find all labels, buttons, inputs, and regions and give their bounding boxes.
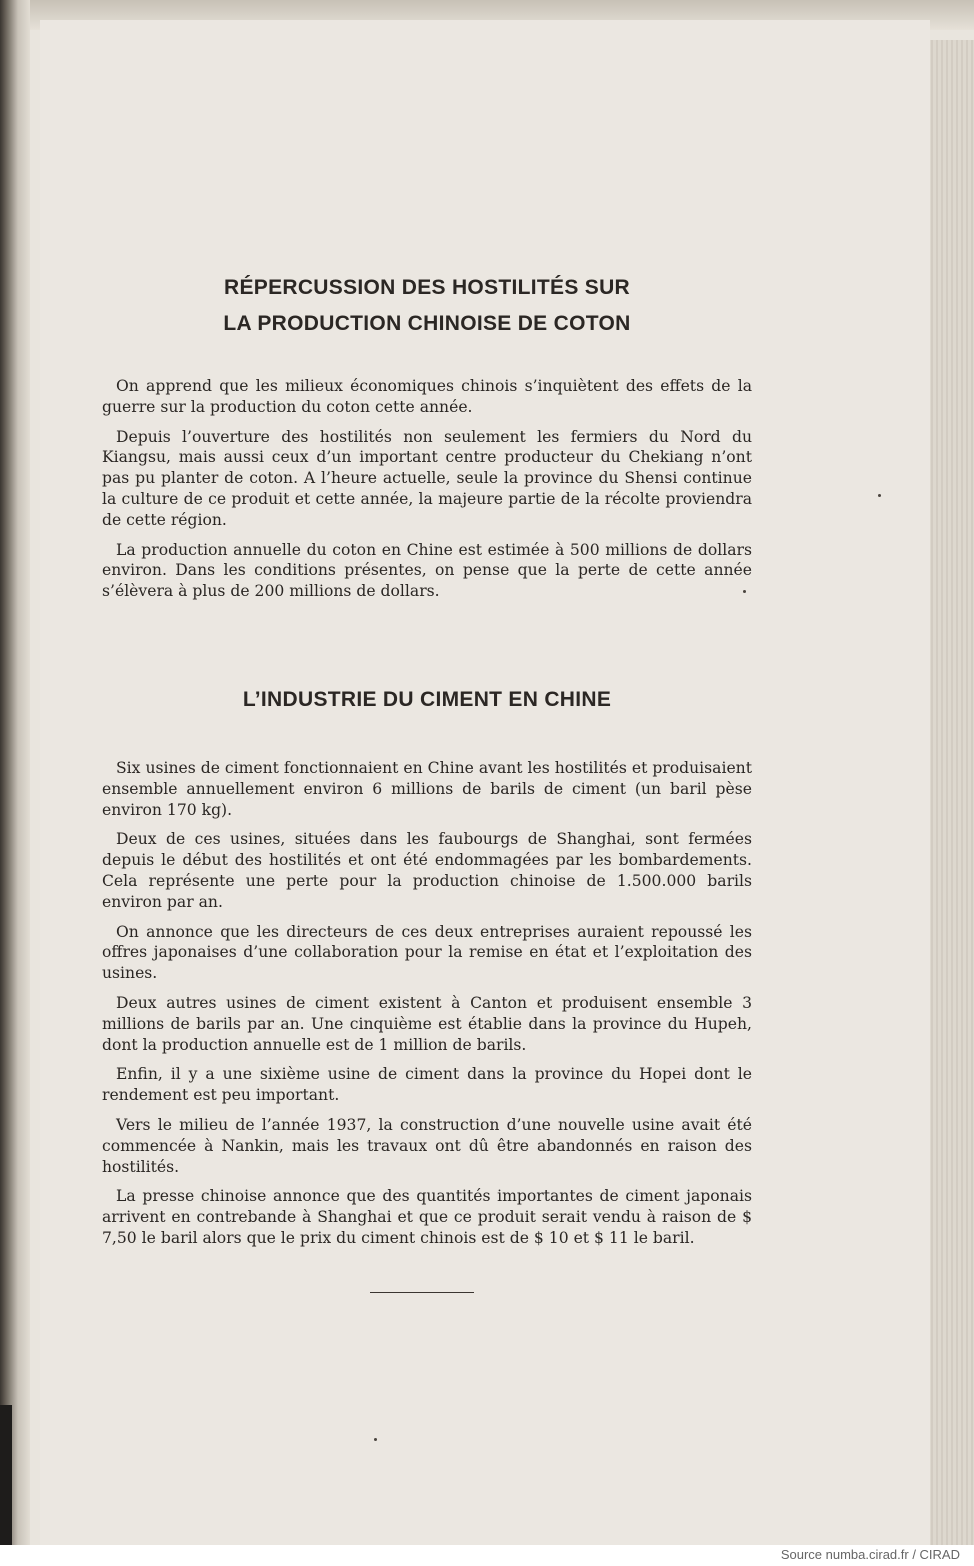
end-rule (370, 1292, 474, 1293)
title-line: LA PRODUCTION CHINOISE DE COTON (223, 312, 631, 335)
footer-bar (0, 1545, 974, 1566)
paragraph: La presse chinoise annonce que des quantités importantes de ciment japonais arrivent en contrebande à Shanghai et que ce produit serait vendu à raison de $ 7,50 le baril alors que le prix du ciment chinois est de $ 10 et $ 11 le baril. (102, 1187, 752, 1247)
page-content (102, 248, 752, 1258)
speck (878, 494, 881, 497)
source-credit: Source numba.cirad.fr / CIRAD (780, 1547, 960, 1562)
paragraph: Six usines de ciment fonctionnaient en Chine avant les hostilités et produisaient ensemble annuellement environ 6 millions de barils de ciment (un baril pèse environ 170 kg). (102, 758, 752, 819)
section-body-cotton (102, 376, 752, 602)
book-spine (0, 0, 30, 1545)
section-body-cement (102, 758, 752, 1249)
title-line: RÉPERCUSSION DES HOSTILITÉS SUR (223, 276, 631, 299)
paragraph: Vers le milieu de l’année 1937, la construction d’une nouvelle usine avait été commencée à Nankin, mais les travaux ont dû être abandonnés en raison des hostilités. (102, 1115, 752, 1176)
paragraph: La production annuelle du coton en Chine est estimée à 500 millions de dollars environ. Dans les conditions présentes, on pense que la perte de cette année s’élèvera à plus de 200 millions de dollars. (102, 540, 752, 601)
paragraph: On apprend que les milieux économiques chinois s’inquiètent des effets de la guerre sur la production du coton cette année. (102, 377, 752, 416)
speck (743, 590, 746, 593)
paragraph: On annonce que les directeurs de ces deux entreprises auraient repoussé les offres japonaises d’une collaboration pour la remise en état et l’exploitation des usines. (102, 922, 752, 983)
paragraph: Depuis l’ouverture des hostilités non seulement les fermiers du Nord du Kiangsu, mais aussi ceux d’un important centre producteur du Chekiang n’ont pas pu planter de coton. A l’heure actuelle, seule la province du Shensi continue la culture de ce produit et cette année, la majeure partie de la récolte proviendra de cette région. (102, 427, 752, 529)
binding-band (0, 1405, 12, 1545)
paragraph: Deux de ces usines, situées dans les faubourgs de Shanghai, sont fermées depuis le début des hostilités et ont été endommagées par les bombardements. Cela représente une perte pour la production chinoise de 1.500.000 barils environ par an. (102, 830, 752, 911)
section-title-cotton (102, 270, 752, 342)
book-page (40, 20, 930, 1545)
speck (374, 1438, 377, 1441)
section-title-cement: L’INDUSTRIE DU CIMENT EN CHINE (242, 687, 612, 711)
page-stack-edge (928, 40, 974, 1545)
paragraph: Enfin, il y a une sixième usine de ciment dans la province du Hopei dont le rendement est peu important. (102, 1065, 752, 1105)
paragraph: Deux autres usines de ciment existent à Canton et produisent ensemble 3 millions de barils par an. Une cinquième est établie dans la province du Hupeh, dont la production annuelle est de 1 million de barils. (102, 993, 752, 1054)
